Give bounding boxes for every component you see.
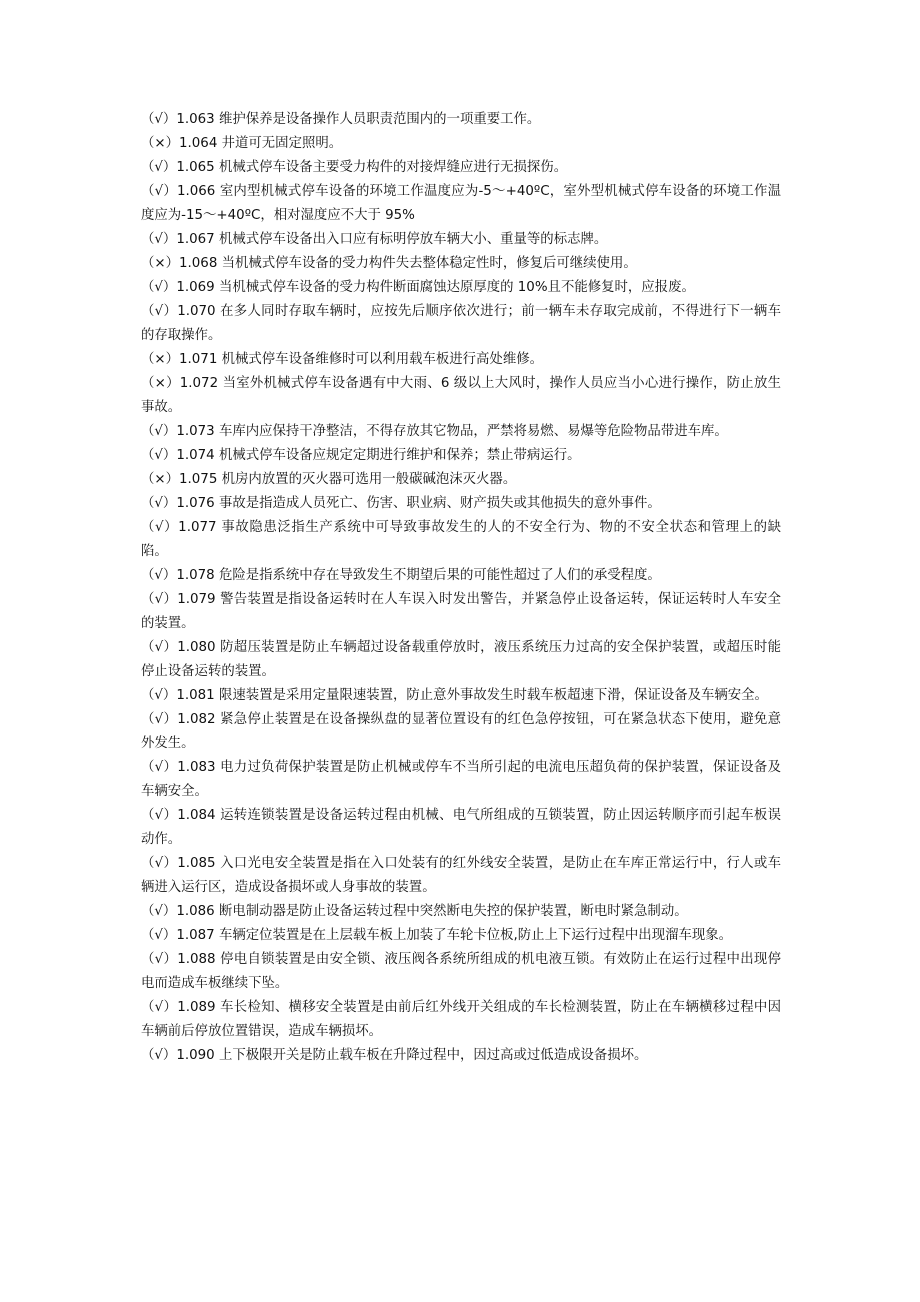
answer-mark: （√）: [141, 592, 178, 607]
answer-mark: （√）: [141, 568, 177, 583]
true-false-item-1-088: [141, 948, 781, 996]
true-false-item-1-063: [141, 108, 781, 132]
item-number: 1.063: [176, 112, 215, 127]
true-false-item-1-090: [141, 1044, 781, 1068]
item-text: 运转连锁装置是设备运转过程由机械、电气所组成的互锁装置，防止因运转顺序而引起车板误动作。: [141, 808, 781, 847]
answer-mark: （√）: [141, 424, 177, 439]
item-text: 入口光电安全装置是指在入口处装有的红外线安全装置，是防止在车库正常运行中，行人或车辆进入运行区，造成设备损坏或人身事故的装置。: [141, 856, 781, 895]
answer-mark: （√）: [141, 808, 178, 823]
item-text: 室内型机械式停车设备的环境工作温度应为-5～+40ºC，室外型机械式停车设备的环境工作温度应为-15～+40ºC，相对湿度应不大于 95%: [141, 184, 781, 223]
item-number: 1.072: [179, 376, 219, 391]
true-false-item-1-086: [141, 900, 781, 924]
item-text: 停电自锁装置是由安全锁、液压阀各系统所组成的机电液互锁。有效防止在运行过程中出现停电而造成车板继续下坠。: [141, 952, 781, 991]
item-text: 紧急停止装置是在设备操纵盘的显著位置设有的红色急停按钮，可在紧急状态下使用，避免意外发生。: [141, 712, 781, 751]
item-text: 电力过负荷保护装置是防止机械或停车不当所引起的电流电压超负荷的保护装置，保证设备及车辆安全。: [141, 760, 781, 799]
item-number: 1.081: [176, 688, 215, 703]
true-false-item-1-065: [141, 156, 781, 180]
answer-mark: （√）: [141, 304, 178, 319]
item-number: 1.077: [178, 520, 217, 535]
answer-mark: （√）: [141, 496, 177, 511]
answer-mark: （√）: [141, 448, 177, 463]
true-false-item-1-069: [141, 276, 781, 300]
item-number: 1.082: [177, 712, 216, 727]
true-false-item-1-084: [141, 804, 781, 852]
true-false-item-1-079: [141, 588, 781, 636]
answer-mark: （√）: [141, 928, 177, 943]
item-text: 防超压装置是防止车辆超过设备载重停放时，液压系统压力过高的安全保护装置，或超压时能停止设备运转的装置。: [141, 640, 781, 679]
item-number: 1.067: [176, 232, 215, 247]
item-number: 1.069: [176, 280, 215, 295]
item-number: 1.090: [176, 1048, 215, 1063]
true-false-item-1-081: [141, 684, 781, 708]
answer-mark: （√）: [141, 952, 178, 967]
true-false-item-1-064: [141, 132, 781, 156]
item-number: 1.068: [179, 256, 218, 271]
item-text: 维护保养是设备操作人员职责范围内的一项重要工作。: [218, 112, 541, 127]
item-number: 1.079: [177, 592, 216, 607]
answer-mark: （√）: [141, 160, 177, 175]
item-text: 危险是指系统中存在导致发生不期望后果的可能性超过了人们的承受程度。: [218, 568, 661, 583]
answer-mark: （×）: [141, 136, 180, 151]
item-text: 机房内放置的灭火器可选用一般碳碱泡沫灭火器。: [221, 472, 517, 487]
answer-mark: （×）: [141, 472, 180, 487]
item-number: 1.066: [176, 184, 216, 199]
item-text: 机械式停车设备应规定定期进行维护和保养；禁止带病运行。: [218, 448, 581, 463]
item-number: 1.078: [176, 568, 215, 583]
item-number: 1.083: [177, 760, 216, 775]
document-body: [141, 108, 781, 1068]
item-text: 断电制动器是防止设备运转过程中突然断电失控的保护装置，断电时紧急制动。: [218, 904, 688, 919]
answer-mark: （√）: [141, 184, 177, 199]
item-number: 1.084: [177, 808, 216, 823]
item-number: 1.065: [176, 160, 215, 175]
item-text: 当室外机械式停车设备遇有中大雨、6 级以上大风时，操作人员应当小心进行操作，防止放生事故。: [141, 376, 781, 415]
item-number: 1.088: [177, 952, 216, 967]
true-false-item-1-077: [141, 516, 781, 564]
true-false-item-1-068: [141, 252, 781, 276]
answer-mark: （√）: [141, 112, 177, 127]
true-false-item-1-072: [141, 372, 781, 420]
item-text: 限速装置是采用定量限速装置，防止意外事故发生时载车板超速下滑，保证设备及车辆安全。: [218, 688, 768, 703]
item-number: 1.086: [176, 904, 215, 919]
answer-mark: （√）: [141, 688, 177, 703]
answer-mark: （√）: [141, 232, 177, 247]
answer-mark: （×）: [141, 352, 180, 367]
true-false-item-1-067: [141, 228, 781, 252]
item-number: 1.064: [179, 136, 218, 151]
true-false-item-1-080: [141, 636, 781, 684]
item-number: 1.087: [176, 928, 215, 943]
item-number: 1.070: [177, 304, 216, 319]
item-text: 警告装置是指设备运转时在人车误入时发出警告，并紧急停止设备运转，保证运转时人车安全的装置。: [141, 592, 781, 631]
item-text: 机械式停车设备维修时可以利用载车板进行高处维修。: [221, 352, 543, 367]
item-number: 1.074: [176, 448, 215, 463]
answer-mark: （√）: [141, 712, 178, 727]
item-text: 当机械式停车设备的受力构件失去整体稳定性时，修复后可继续使用。: [221, 256, 637, 271]
item-text: 机械式停车设备主要受力构件的对接焊缝应进行无损探伤。: [218, 160, 568, 175]
item-number: 1.089: [177, 1000, 216, 1015]
item-text: 车辆定位装置是在上层载车板上加装了车轮卡位板,防止上下运行过程中出现溜车现象。: [218, 928, 733, 943]
answer-mark: （√）: [141, 1000, 178, 1015]
item-number: 1.076: [176, 496, 215, 511]
true-false-item-1-082: [141, 708, 781, 756]
item-text: 事故隐患泛指生产系统中可导致事故发生的人的不安全行为、物的不安全状态和管理上的缺陷。: [141, 520, 781, 559]
true-false-item-1-078: [141, 564, 781, 588]
answer-mark: （×）: [141, 256, 180, 271]
true-false-item-1-073: [141, 420, 781, 444]
true-false-item-1-085: [141, 852, 781, 900]
true-false-item-1-076: [141, 492, 781, 516]
item-number: 1.085: [177, 856, 216, 871]
item-number: 1.071: [179, 352, 218, 367]
answer-mark: （√）: [141, 520, 179, 535]
answer-mark: （√）: [141, 280, 177, 295]
true-false-item-1-075: [141, 468, 781, 492]
true-false-item-1-066: [141, 180, 781, 228]
answer-mark: （√）: [141, 1048, 177, 1063]
true-false-item-1-070: [141, 300, 781, 348]
item-number: 1.075: [179, 472, 218, 487]
answer-mark: （√）: [141, 640, 178, 655]
item-text: 车库内应保持干净整洁，不得存放其它物品，严禁将易燃、易爆等危险物品带进车库。: [218, 424, 728, 439]
true-false-item-1-083: [141, 756, 781, 804]
item-text: 事故是指造成人员死亡、伤害、职业病、财产损失或其他损失的意外事件。: [218, 496, 661, 511]
item-text: 在多人同时存取车辆时，应按先后顺序依次进行；前一辆车未存取完成前，不得进行下一辆车的存取操作。: [141, 304, 781, 343]
item-text: 上下极限开关是防止载车板在升降过程中，因过高或过低造成设备损坏。: [218, 1048, 648, 1063]
answer-mark: （√）: [141, 856, 178, 871]
item-number: 1.080: [177, 640, 216, 655]
item-text: 当机械式停车设备的受力构件断面腐蚀达原厚度的 10%且不能修复时，应报废。: [218, 280, 695, 295]
item-number: 1.073: [176, 424, 215, 439]
item-text: 车长检知、横移安全装置是由前后红外线开关组成的车长检测装置，防止在车辆横移过程中因车辆前后停放位置错误，造成车辆损坏。: [141, 1000, 781, 1039]
true-false-item-1-087: [141, 924, 781, 948]
answer-mark: （√）: [141, 760, 178, 775]
answer-mark: （×）: [141, 376, 180, 391]
true-false-item-1-089: [141, 996, 781, 1044]
true-false-item-1-071: [141, 348, 781, 372]
answer-mark: （√）: [141, 904, 177, 919]
item-text: 机械式停车设备出入口应有标明停放车辆大小、重量等的标志牌。: [218, 232, 608, 247]
item-text: 井道可无固定照明。: [221, 136, 343, 151]
true-false-item-1-074: [141, 444, 781, 468]
